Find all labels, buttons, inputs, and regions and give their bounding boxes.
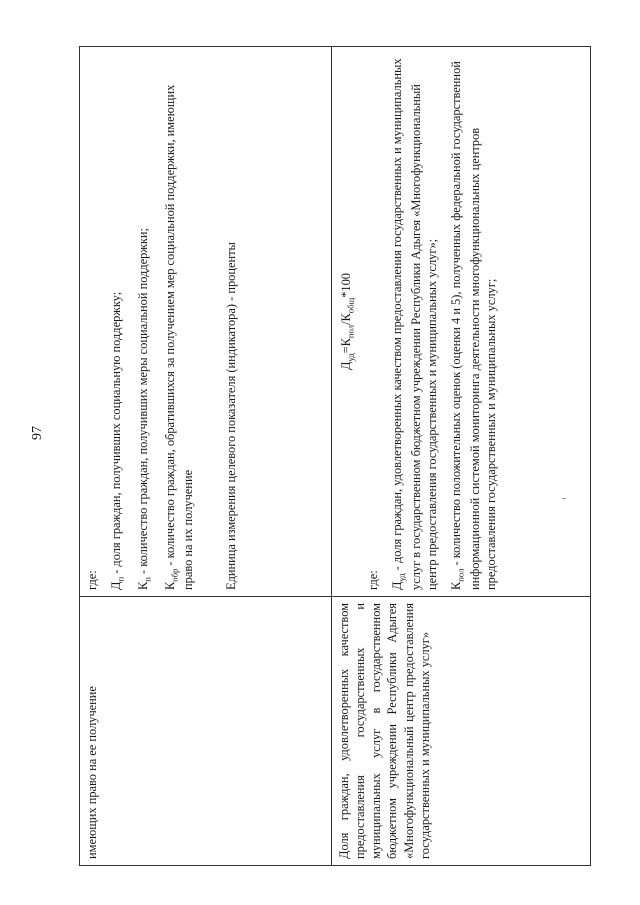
unit-note: Единица измерения целевого показателя (индикатора) - проценты (223, 242, 238, 590)
row1-left-cell (80, 597, 332, 866)
rotated-sheet (79, 46, 591, 866)
definition-item: $К_{обр}$ - количество граждан, обратившихся за получением мер социальной поддержки, имеющих право на их получение (162, 84, 196, 590)
where-label: где: (365, 570, 380, 590)
definition-item: $Д_п$ - доля граждан, получивших социальную поддержку; (109, 291, 126, 590)
table-row (80, 47, 332, 866)
where-label: где: (85, 570, 99, 590)
formula: $Д_{уд}=К_{пол}/К_{общ}*100$ (339, 273, 356, 370)
row1-right-cell (80, 47, 332, 597)
row2-left-text: Доля граждан, удовлетворенных качеством предоставления государственных и муниципальных услуг в государственном бюджетном учреждении Республики Адыгея «Многофункциональный центр предоставления государственных и муниципальных услуг» (337, 603, 432, 859)
row2-left-cell (332, 597, 591, 866)
definition-item: $Д_{уд}$ - доля граждан, удовлетворенных качеством предоставления государственных и муниципальных услуг в государственном бюджетном учреждении Республики Адыгея «Многофункциональный центр предоставления государственных и муниципальных услуг»; (389, 58, 439, 590)
page-number: 97 (30, 426, 45, 440)
row2-right-cell (332, 47, 591, 597)
definition-item: $К_{пол}$ - количество положительных оценок (оценки 4 и 5), полученных федеральной государственной информационной системой мониторинга деятельности многофункциональных центров предоставления государственных и муниципальных услуг; (448, 61, 498, 590)
indicator-table (79, 46, 591, 866)
scan-mark (562, 498, 566, 499)
table-row (332, 47, 591, 866)
definition-item: $К_п$ - количество граждан, получивших меры социальной поддержки; (135, 227, 153, 590)
row1-left-text: имеющих право на ее получение (85, 686, 99, 859)
